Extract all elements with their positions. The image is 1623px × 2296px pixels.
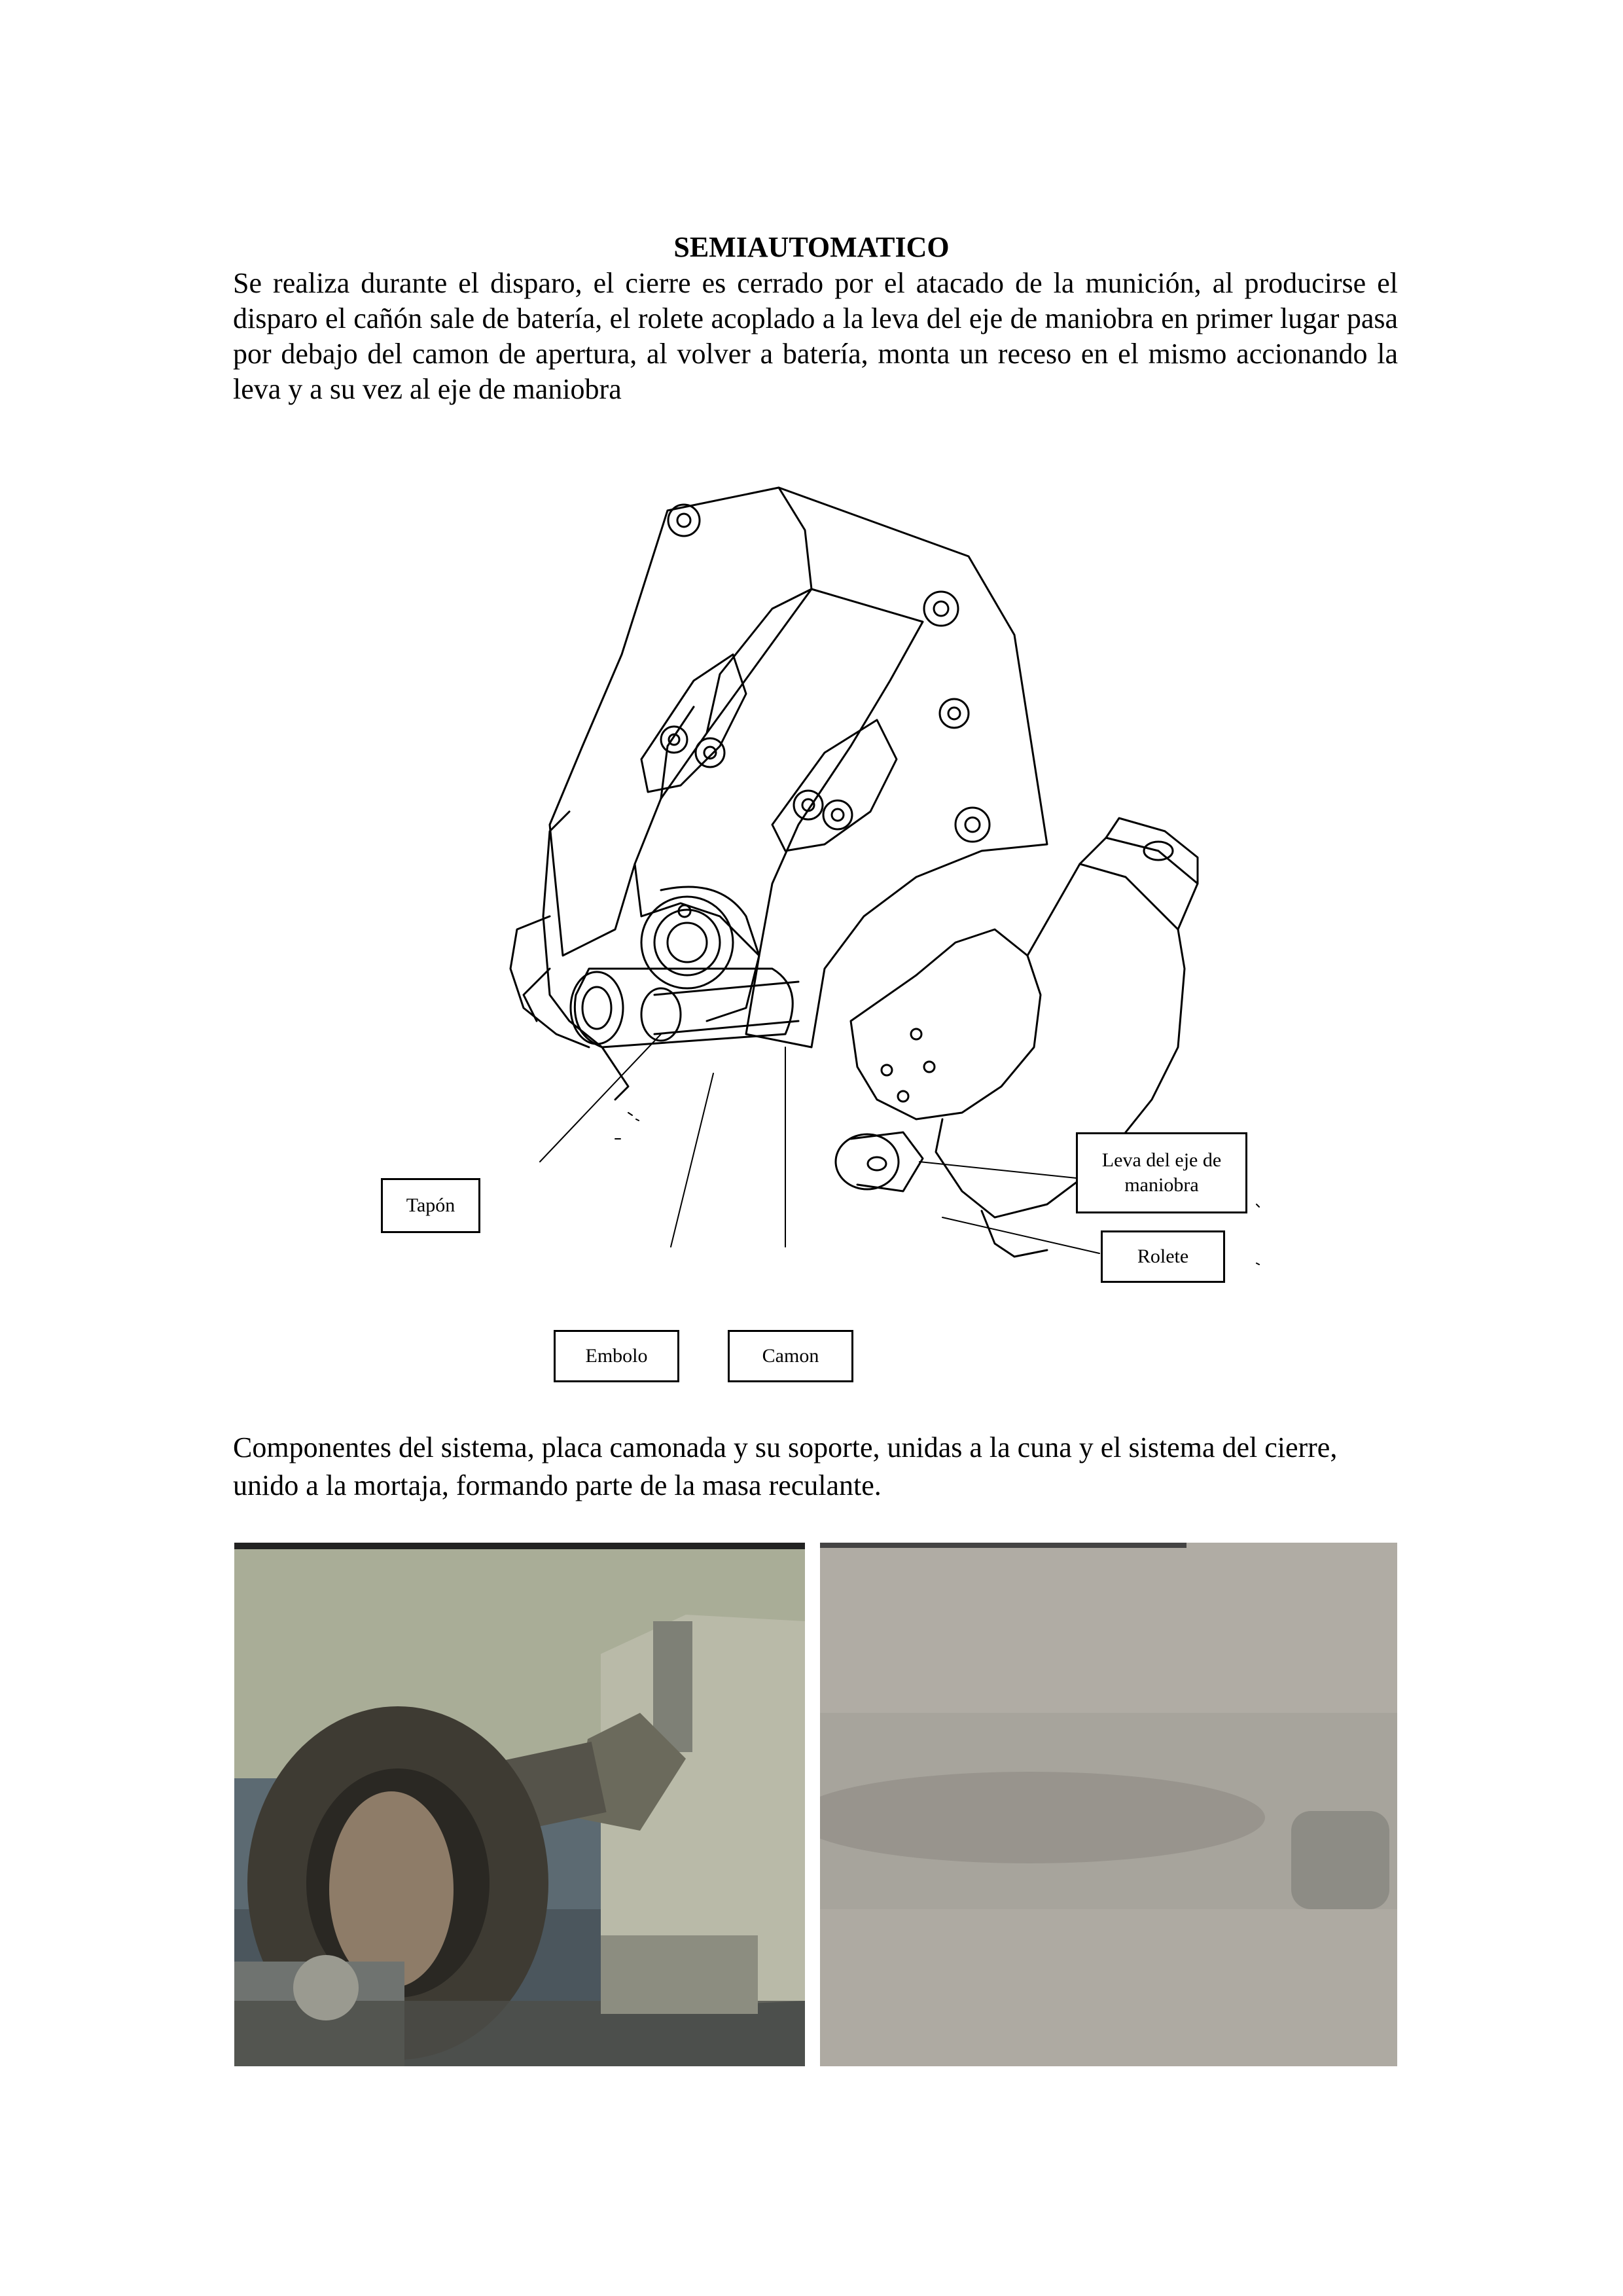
embolo-cylinder — [575, 969, 793, 1047]
bracket-arm-right — [746, 488, 1047, 1047]
bolt-hole — [924, 592, 958, 626]
page-title: SEMIAUTOMATICO — [673, 231, 950, 263]
leader-leva — [919, 1162, 1077, 1178]
label-camon: Camon — [728, 1330, 853, 1382]
bolt-hole — [696, 738, 724, 767]
label-embolo: Embolo — [554, 1330, 679, 1382]
label-tapon: Tapón — [381, 1178, 480, 1233]
leva-body — [851, 929, 1041, 1119]
bolt-hole — [823, 800, 852, 829]
leader-tapon — [540, 1034, 661, 1162]
photo-gun-turret — [234, 1543, 805, 2066]
label-rolete: Rolete — [1101, 1230, 1225, 1283]
leader-rolete — [942, 1217, 1099, 1253]
bracket-window-left — [641, 655, 746, 792]
photo-fog — [820, 1543, 1397, 2066]
bracket-window-right — [772, 720, 897, 851]
label-leva: Leva del eje de maniobra — [1076, 1132, 1247, 1213]
rear-housing — [543, 812, 628, 1100]
bolt-hole — [940, 699, 969, 728]
leader-embolo — [671, 1073, 713, 1247]
bolt-hole — [794, 791, 823, 819]
leva-pin — [882, 1065, 892, 1075]
bolt-hole — [955, 808, 990, 842]
bolt-hole — [661, 726, 687, 753]
bolt-hole — [668, 505, 700, 536]
intro-paragraph: Se realiza durante el disparo, el cierre es cerrado por el atacado de la munición, al producirse el disparo el cañón sale de batería, el rolete acoplado a la leva del eje de maniobra en primer lugar pasa por debajo del camon de apertura, al volver a batería, monta un receso en el mismo accionando la leva y a su vez al eje de maniobra — [233, 267, 1398, 405]
leva-top-plate — [1106, 818, 1198, 884]
components-paragraph: Componentes del sistema, placa camonada y su soporte, unidas a la cuna y el sistema del cierre, unido a la mortaja, formando parte de la masa reculante. — [233, 1431, 1338, 1501]
